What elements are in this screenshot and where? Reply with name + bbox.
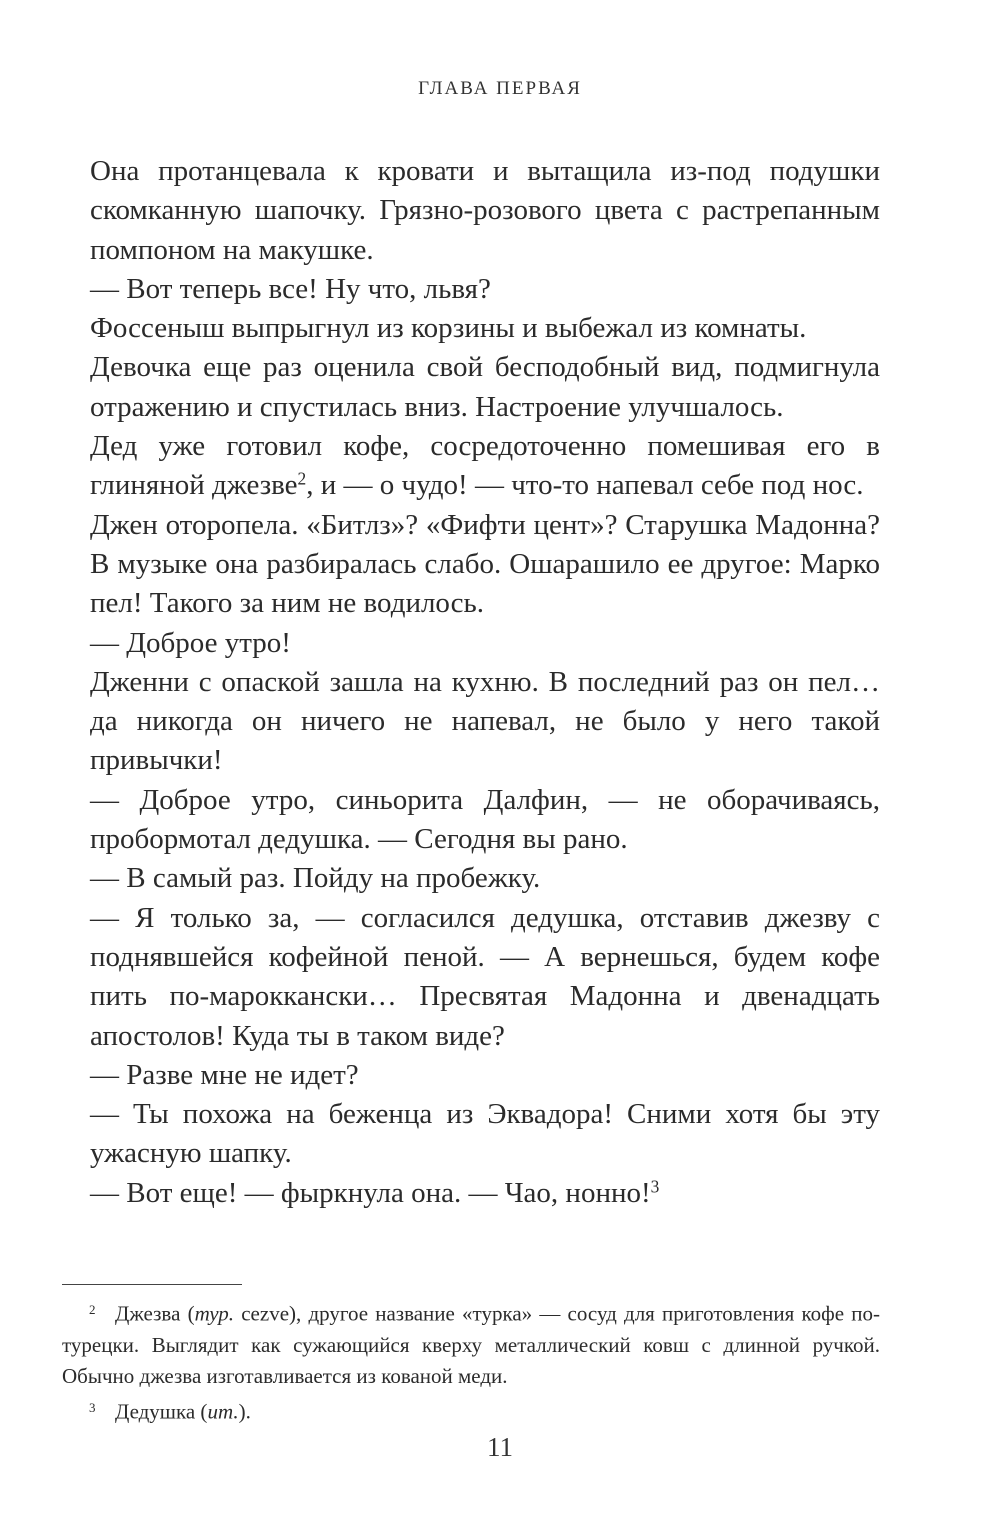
paragraph-text: Фоссеныш выпрыгнул из корзины и выбежал из комнаты.	[90, 312, 807, 345]
running-head: ГЛАВА ПЕРВАЯ	[418, 78, 582, 99]
paragraph-text: — Разве мне не идет?	[90, 1058, 359, 1091]
paragraph	[90, 663, 880, 781]
footnote-ref[interactable]: 2	[297, 468, 307, 489]
paragraph	[90, 899, 880, 1056]
paragraph	[90, 270, 880, 309]
paragraph	[90, 1174, 880, 1213]
footnote-ref[interactable]: 3	[650, 1176, 660, 1197]
footnote-lang: ит.	[207, 1399, 239, 1423]
paragraph	[90, 859, 880, 898]
paragraph-text: — Доброе утро!	[90, 626, 291, 659]
paragraph	[90, 348, 880, 427]
paragraph-text: — В самый раз. Пойду на пробежку.	[90, 862, 541, 895]
footnote-divider	[62, 1284, 242, 1285]
paragraph-text: — Вот еще! — фыркнула она. — Чао, нонно!	[90, 1176, 651, 1209]
footnote-number: 3	[89, 1399, 96, 1415]
footnote-text: cezve), другое название «турка» — сосуд для приготовления кофе по-турецки. Выглядит как сужающийся кверху металлический ковш с длинной ручкой. Обычно джезва изготавливается из кованой меди.	[62, 1301, 881, 1388]
paragraph-text: Девочка еще раз оценила свой бесподобный вид, подмигнула отражению и спустилась вниз. Настроение улучшалось.	[90, 351, 880, 423]
paragraph	[90, 781, 880, 860]
footnote-text: Джезва (	[115, 1301, 195, 1326]
paragraph	[90, 152, 880, 270]
paragraph-text: Джен оторопела. «Битлз»? «Фифти цент»? Старушка Мадонна? В музыке она разбиралась слабо. Ошарашило ее другое: Марко пел! Такого за ним не водилось.	[90, 508, 880, 620]
footnote-number: 2	[89, 1302, 96, 1317]
paragraph-text: — Доброе утро, синьорита Далфин, — не оборачиваясь, пробормотал дедушка. — Сегодня вы рано.	[90, 783, 880, 856]
paragraph	[90, 1095, 880, 1174]
page-number: 11	[487, 1432, 513, 1462]
paragraph	[90, 427, 880, 506]
footnotes	[62, 1294, 880, 1427]
paragraph	[90, 1056, 880, 1095]
paragraph-text: Дед уже готовил кофе, сосредоточенно помешивая его в глиняной джезве	[90, 430, 880, 502]
paragraph-text: — Вот теперь все! Ну что, львя?	[90, 272, 491, 305]
footnote-lang: тур.	[194, 1301, 235, 1326]
paragraph-text: Дженни с опаской зашла на кухню. В последний раз он пел… да никогда он ничего не напевал, не было у него такой привычки!	[90, 665, 880, 777]
paragraph	[90, 624, 880, 663]
footnote	[62, 1294, 880, 1392]
paragraph-text: — Я только за, — согласился дедушка, отставив джезву с поднявшейся кофейной пеной. — А вернешься, будем кофе пить по-мароккански… Пресвятая Мадонна и двенадцать апостолов! Куда ты в таком виде?	[90, 901, 880, 1052]
paragraph	[90, 506, 880, 624]
footnote	[62, 1392, 880, 1428]
paragraph	[90, 309, 880, 348]
footnote-text: ).	[238, 1399, 251, 1423]
paragraph-text: , и — о чудо! — что-то напевал себе под нос.	[306, 469, 864, 502]
body-text	[90, 152, 880, 1213]
paragraph-text: — Ты похожа на беженца из Эквадора! Сними хотя бы эту ужасную шапку.	[90, 1098, 880, 1170]
footnote-text: Дедушка (	[115, 1399, 208, 1423]
paragraph-text: Она протанцевала к кровати и вытащила из-под подушки скомканную шапочку. Грязно-розового цвета с растрепанным помпоном на макушке.	[90, 155, 880, 266]
